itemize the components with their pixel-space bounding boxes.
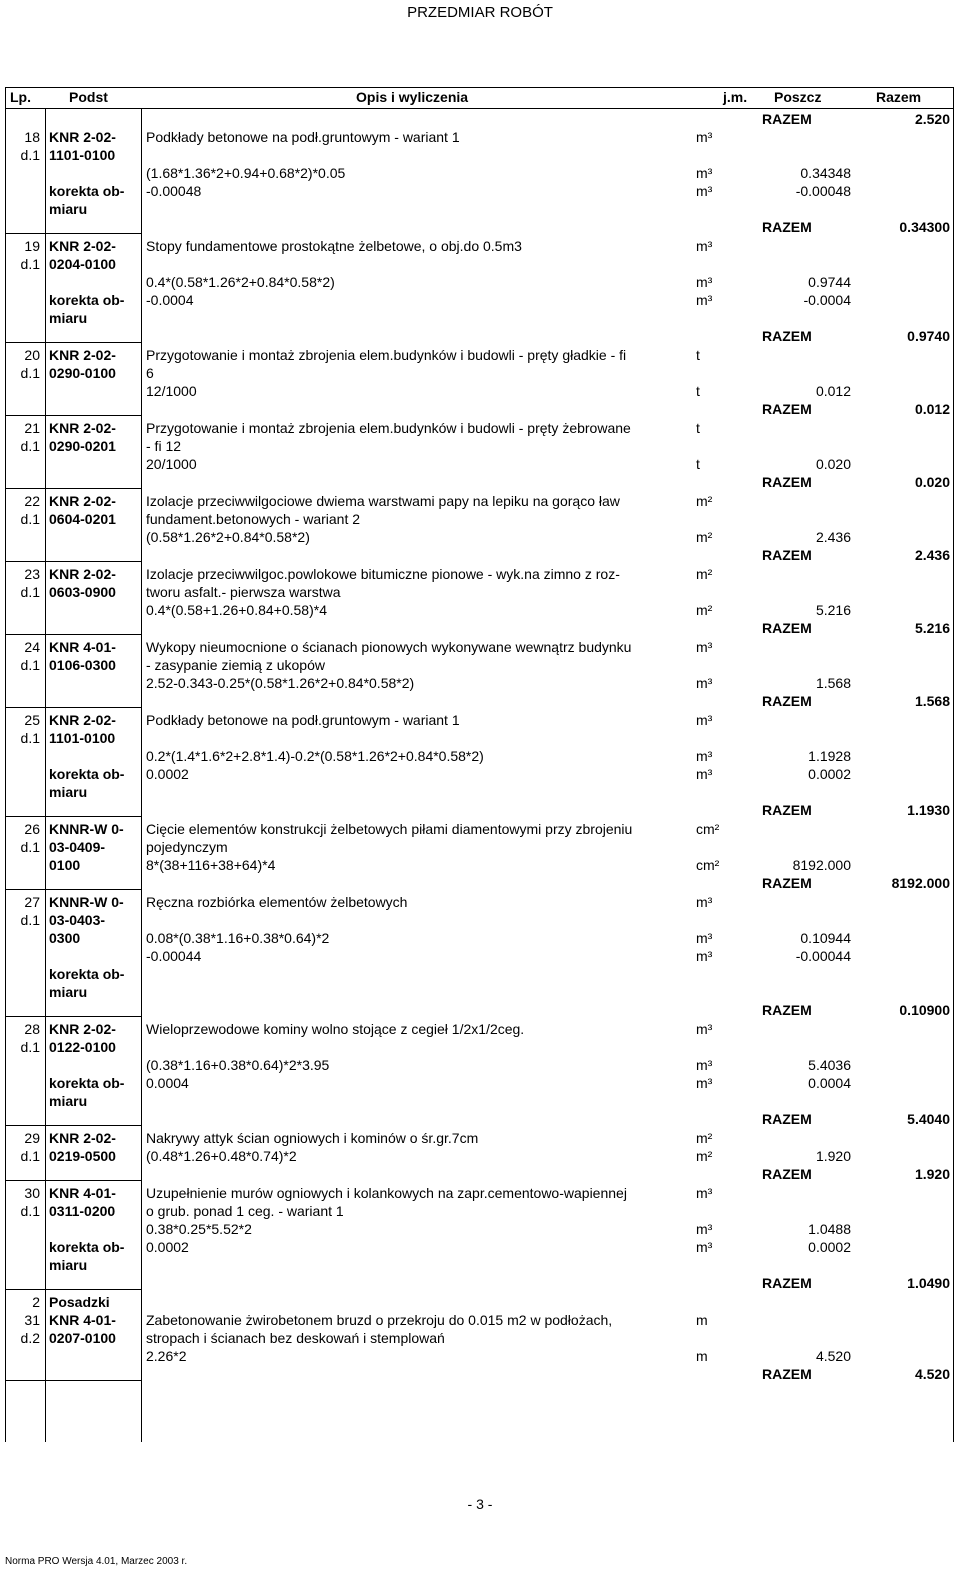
calculation-formula: -0.0004 xyxy=(146,292,194,308)
item-number: 30 xyxy=(24,1185,40,1201)
column-divider xyxy=(141,108,142,1442)
calculation-value: 1.920 xyxy=(815,1148,851,1164)
calculation-unit: m³ xyxy=(696,1221,713,1237)
calculation-unit: m³ xyxy=(696,930,713,946)
item-code: miaru xyxy=(49,201,88,217)
item-description: Wykopy nieumocnione o ścianach pionowych wykonywane wewnątrz budynku xyxy=(146,639,632,655)
razem-label: RAZEM xyxy=(762,328,812,344)
calculation-formula: (1.68*1.36*2+0.94+0.68*2)*0.05 xyxy=(146,165,346,181)
calculation-formula: -0.00048 xyxy=(146,183,202,199)
header-lp: Lp. xyxy=(10,89,31,105)
calculation-unit: m xyxy=(696,1348,708,1364)
calculation-value: 0.012 xyxy=(815,383,851,399)
calculation-formula: (0.48*1.26+0.48*0.74)*2 xyxy=(146,1148,297,1164)
calculation-formula: 0.0002 xyxy=(146,766,189,782)
razem-label: RAZEM xyxy=(762,1166,812,1182)
razem-label: RAZEM xyxy=(762,1275,812,1291)
row-divider xyxy=(6,1289,141,1290)
item-code: 0603-0900 xyxy=(49,584,116,600)
razem-label: RAZEM xyxy=(762,474,812,490)
row-divider xyxy=(6,1016,141,1017)
calculation-unit: m³ xyxy=(696,948,713,964)
item-unit: m² xyxy=(696,566,713,582)
razem-value: 2.436 xyxy=(914,547,950,563)
item-code: 0122-0100 xyxy=(49,1039,116,1055)
item-number: d.1 xyxy=(20,839,40,855)
item-number: d.1 xyxy=(20,365,40,381)
calculation-unit: t xyxy=(696,383,700,399)
razem-label: RAZEM xyxy=(762,547,812,563)
razem-value: 5.4040 xyxy=(907,1111,950,1127)
header-jm: j.m. xyxy=(723,89,748,105)
calculation-value: 0.0004 xyxy=(808,1075,851,1091)
calculation-unit: t xyxy=(696,456,700,472)
item-number: 20 xyxy=(24,347,40,363)
item-unit: cm² xyxy=(696,821,720,837)
item-number: d.1 xyxy=(20,730,40,746)
calculation-value: 5.4036 xyxy=(808,1057,851,1073)
item-code: KNR 4-01- xyxy=(49,639,116,655)
razem-label: RAZEM xyxy=(762,620,812,636)
item-code: KNR 2-02- xyxy=(49,712,116,728)
item-description: Przygotowanie i montaż zbrojenia elem.budynków i budowli - pręty żebrowane xyxy=(146,420,631,436)
razem-value: 0.10900 xyxy=(899,1002,950,1018)
footer-note: Norma PRO Wersja 4.01, Marzec 2003 r. xyxy=(5,1556,188,1567)
item-unit: m³ xyxy=(696,1021,713,1037)
calculation-value: 2.436 xyxy=(815,529,851,545)
calculation-unit: m³ xyxy=(696,766,713,782)
item-code: 0219-0500 xyxy=(49,1148,116,1164)
item-description: Zabetonowanie żwirobetonem bruzd o przekroju do 0.015 m2 w podłożach, xyxy=(146,1312,613,1328)
item-unit: m² xyxy=(696,493,713,509)
header-razem: Razem xyxy=(876,89,922,105)
item-unit: m³ xyxy=(696,1185,713,1201)
razem-label: RAZEM xyxy=(762,802,812,818)
header-opis: Opis i wyliczenia xyxy=(356,89,469,105)
item-code: 0204-0100 xyxy=(49,256,116,272)
calculation-formula: 0.0004 xyxy=(146,1075,189,1091)
item-code: KNR 2-02- xyxy=(49,1130,116,1146)
item-code: 03-0403- xyxy=(49,912,106,928)
calculation-formula: 2.52-0.343-0.25*(0.58*1.26*2+0.84*0.58*2) xyxy=(146,675,415,691)
calculation-unit: m² xyxy=(696,529,713,545)
item-code: miaru xyxy=(49,784,88,800)
item-code: KNR 2-02- xyxy=(49,129,116,145)
calculation-value: 1.568 xyxy=(815,675,851,691)
calculation-unit: m² xyxy=(696,602,713,618)
item-number: d.1 xyxy=(20,1039,40,1055)
item-number: d.1 xyxy=(20,1148,40,1164)
calculation-unit: m² xyxy=(696,1148,713,1164)
item-code: miaru xyxy=(49,1257,88,1273)
item-code: miaru xyxy=(49,1093,88,1109)
item-description: 6 xyxy=(146,365,154,381)
item-number: 25 xyxy=(24,712,40,728)
razem-value: 1.1930 xyxy=(907,802,950,818)
calculation-unit: m³ xyxy=(696,1075,713,1091)
calculation-value: 0.9744 xyxy=(808,274,851,290)
item-code: 1101-0100 xyxy=(49,147,116,163)
item-code: korekta ob- xyxy=(49,1239,125,1255)
item-unit: t xyxy=(696,347,700,363)
item-number: 29 xyxy=(24,1130,40,1146)
item-code: KNNR-W 0- xyxy=(49,821,124,837)
item-number: 19 xyxy=(24,238,40,254)
item-code: miaru xyxy=(49,984,88,1000)
calculation-formula: -0.00044 xyxy=(146,948,202,964)
item-number: d.1 xyxy=(20,912,40,928)
calculation-value: 0.34348 xyxy=(800,165,851,181)
calculation-unit: m³ xyxy=(696,675,713,691)
item-code: Posadzki xyxy=(49,1294,110,1310)
header-poszcz: Poszcz xyxy=(774,89,822,105)
row-divider xyxy=(6,342,141,343)
item-number: 24 xyxy=(24,639,40,655)
item-code: KNR 2-02- xyxy=(49,566,116,582)
row-divider xyxy=(6,1380,141,1381)
column-divider xyxy=(45,108,46,1442)
calculation-unit: m³ xyxy=(696,183,713,199)
item-unit: m³ xyxy=(696,712,713,728)
item-code: korekta ob- xyxy=(49,1075,125,1091)
item-description: stropach i ścianach bez deskowań i stemplowań xyxy=(146,1330,445,1346)
calculation-formula: 0.4*(0.58+1.26+0.84+0.58)*4 xyxy=(146,602,327,618)
calculation-formula: 0.08*(0.38*1.16+0.38*0.64)*2 xyxy=(146,930,330,946)
item-code: 0290-0100 xyxy=(49,365,116,381)
calculation-value: -0.00048 xyxy=(795,183,851,199)
calculation-value: -0.0004 xyxy=(803,292,851,308)
razem-label: RAZEM xyxy=(762,875,812,891)
item-code: miaru xyxy=(49,310,88,326)
item-code: KNR 2-02- xyxy=(49,493,116,509)
calculation-formula: 8*(38+116+38+64)*4 xyxy=(146,857,276,873)
calculation-formula: 0.0002 xyxy=(146,1239,189,1255)
calculation-unit: m³ xyxy=(696,292,713,308)
row-divider xyxy=(6,1125,141,1126)
calculation-value: 0.020 xyxy=(815,456,851,472)
calculation-formula: 12/1000 xyxy=(146,383,197,399)
item-unit: m² xyxy=(696,1130,713,1146)
razem-value: 1.920 xyxy=(914,1166,950,1182)
razem-value: 1.0490 xyxy=(907,1275,950,1291)
calculation-formula: 20/1000 xyxy=(146,456,197,472)
cost-estimate-table xyxy=(5,87,954,1442)
item-description: o grub. ponad 1 ceg. - wariant 1 xyxy=(146,1203,344,1219)
razem-label: RAZEM xyxy=(762,1366,812,1382)
item-description: fundament.betonowych - wariant 2 xyxy=(146,511,361,527)
item-unit: m³ xyxy=(696,238,713,254)
calculation-unit: cm² xyxy=(696,857,720,873)
calculation-value: 8192.000 xyxy=(792,857,851,873)
item-code: 0207-0100 xyxy=(49,1330,116,1346)
item-number: 22 xyxy=(24,493,40,509)
item-number: 31 xyxy=(24,1312,40,1328)
calculation-unit: m³ xyxy=(696,1239,713,1255)
item-code: 03-0409- xyxy=(49,839,106,855)
item-code: 0311-0200 xyxy=(49,1203,116,1219)
item-code: 0290-0201 xyxy=(49,438,116,454)
item-number: d.1 xyxy=(20,256,40,272)
calculation-formula: (0.58*1.26*2+0.84*0.58*2) xyxy=(146,529,310,545)
item-description: Nakrywy attyk ścian ogniowych i kominów o śr.gr.7cm xyxy=(146,1130,479,1146)
razem-value: 4.520 xyxy=(914,1366,950,1382)
razem-value: 0.020 xyxy=(914,474,950,490)
item-code: KNR 2-02- xyxy=(49,347,116,363)
item-code: KNNR-W 0- xyxy=(49,894,124,910)
item-unit: m³ xyxy=(696,129,713,145)
item-code: KNR 2-02- xyxy=(49,1021,116,1037)
item-unit: m xyxy=(696,1312,708,1328)
calculation-unit: m³ xyxy=(696,274,713,290)
calculation-value: 1.0488 xyxy=(808,1221,851,1237)
calculation-formula: 2.26*2 xyxy=(146,1348,187,1364)
item-number: d.1 xyxy=(20,657,40,673)
item-description: Izolacje przeciwwilgoc.powlokowe bitumiczne pionowe - wyk.na zimno z roz- xyxy=(146,566,620,582)
item-code: korekta ob- xyxy=(49,966,125,982)
razem-label: RAZEM xyxy=(762,1111,812,1127)
row-divider xyxy=(6,415,141,416)
calculation-unit: m³ xyxy=(696,748,713,764)
razem-label: RAZEM xyxy=(762,693,812,709)
razem-label: RAZEM xyxy=(762,219,812,235)
calculation-unit: m³ xyxy=(696,1057,713,1073)
item-code: korekta ob- xyxy=(49,292,125,308)
item-code: KNR 2-02- xyxy=(49,420,116,436)
item-description: - fi 12 xyxy=(146,438,182,454)
item-code: KNR 2-02- xyxy=(49,238,116,254)
item-code: KNR 4-01- xyxy=(49,1312,116,1328)
razem-value: 5.216 xyxy=(914,620,950,636)
razem-label: RAZEM xyxy=(762,111,812,127)
item-description: Podkłady betonowe na podł.gruntowym - wariant 1 xyxy=(146,712,460,728)
row-divider xyxy=(6,488,141,489)
item-description: Wieloprzewodowe kominy wolno stojące z cegieł 1/2x1/2ceg. xyxy=(146,1021,525,1037)
item-number: d.2 xyxy=(20,1330,40,1346)
item-number: d.1 xyxy=(20,438,40,454)
item-number: 28 xyxy=(24,1021,40,1037)
row-divider xyxy=(6,816,141,817)
page-title: PRZEDMIAR ROBÓT xyxy=(407,4,553,21)
item-number: d.1 xyxy=(20,1203,40,1219)
item-description: pojedynczym xyxy=(146,839,228,855)
item-number: d.1 xyxy=(20,511,40,527)
calculation-value: 5.216 xyxy=(815,602,851,618)
razem-value: 0.9740 xyxy=(907,328,950,344)
row-divider xyxy=(6,889,141,890)
row-divider xyxy=(6,707,141,708)
razem-value: 8192.000 xyxy=(891,875,950,891)
calculation-value: -0.00044 xyxy=(795,948,851,964)
calculation-formula: (0.38*1.16+0.38*0.64)*2*3.95 xyxy=(146,1057,330,1073)
item-description: Przygotowanie i montaż zbrojenia elem.budynków i budowli - pręty gładkie - fi xyxy=(146,347,627,363)
item-code: 0300 xyxy=(49,930,81,946)
item-number: d.1 xyxy=(20,147,40,163)
item-code: KNR 4-01- xyxy=(49,1185,116,1201)
razem-label: RAZEM xyxy=(762,401,812,417)
item-description: tworu asfalt.- pierwsza warstwa xyxy=(146,584,341,600)
item-code: korekta ob- xyxy=(49,183,125,199)
row-divider xyxy=(6,561,141,562)
item-number: 27 xyxy=(24,894,40,910)
item-description: Izolacje przeciwwilgociowe dwiema warstwami papy na lepiku na gorąco ław xyxy=(146,493,620,509)
item-code: 0604-0201 xyxy=(49,511,116,527)
item-code: 0106-0300 xyxy=(49,657,116,673)
calculation-value: 1.1928 xyxy=(808,748,851,764)
item-number: 21 xyxy=(24,420,40,436)
calculation-formula: 0.2*(1.4*1.6*2+2.8*1.4)-0.2*(0.58*1.26*2+0.84*0.58*2) xyxy=(146,748,484,764)
row-divider xyxy=(6,233,141,234)
razem-value: 0.34300 xyxy=(899,219,950,235)
razem-value: 2.520 xyxy=(914,111,950,127)
table-header xyxy=(6,88,953,109)
item-unit: m³ xyxy=(696,639,713,655)
item-code: 1101-0100 xyxy=(49,730,116,746)
razem-label: RAZEM xyxy=(762,1002,812,1018)
item-description: - zasypanie ziemią z ukopów xyxy=(146,657,325,673)
item-description: Podkłady betonowe na podł.gruntowym - wariant 1 xyxy=(146,129,460,145)
calculation-formula: 0.38*0.25*5.52*2 xyxy=(146,1221,252,1237)
razem-value: 0.012 xyxy=(914,401,950,417)
item-number: 26 xyxy=(24,821,40,837)
calculation-value: 0.0002 xyxy=(808,1239,851,1255)
page-number: - 3 - xyxy=(467,1496,493,1512)
razem-value: 1.568 xyxy=(914,693,950,709)
item-unit: m³ xyxy=(696,894,713,910)
item-number: 18 xyxy=(24,129,40,145)
item-number: 23 xyxy=(24,566,40,582)
row-divider xyxy=(6,1180,141,1181)
calculation-value: 0.0002 xyxy=(808,766,851,782)
item-description: Cięcie elementów konstrukcji żelbetowych piłami diamentowymi przy zbrojeniu xyxy=(146,821,633,837)
calculation-formula: 0.4*(0.58*1.26*2+0.84*0.58*2) xyxy=(146,274,335,290)
calculation-value: 0.10944 xyxy=(800,930,851,946)
header-podst: Podst xyxy=(69,89,108,105)
item-description: Uzupełnienie murów ogniowych i kolankowych na zapr.cementowo-wapiennej xyxy=(146,1185,627,1201)
item-description: Stopy fundamentowe prostokątne żelbetowe, o obj.do 0.5m3 xyxy=(146,238,522,254)
item-code: 0100 xyxy=(49,857,81,873)
row-divider xyxy=(6,634,141,635)
item-description: Ręczna rozbiórka elementów żelbetowych xyxy=(146,894,408,910)
item-unit: t xyxy=(696,420,700,436)
item-number: d.1 xyxy=(20,584,40,600)
calculation-unit: m³ xyxy=(696,165,713,181)
item-number: 2 xyxy=(32,1294,40,1310)
calculation-value: 4.520 xyxy=(815,1348,851,1364)
item-code: korekta ob- xyxy=(49,766,125,782)
